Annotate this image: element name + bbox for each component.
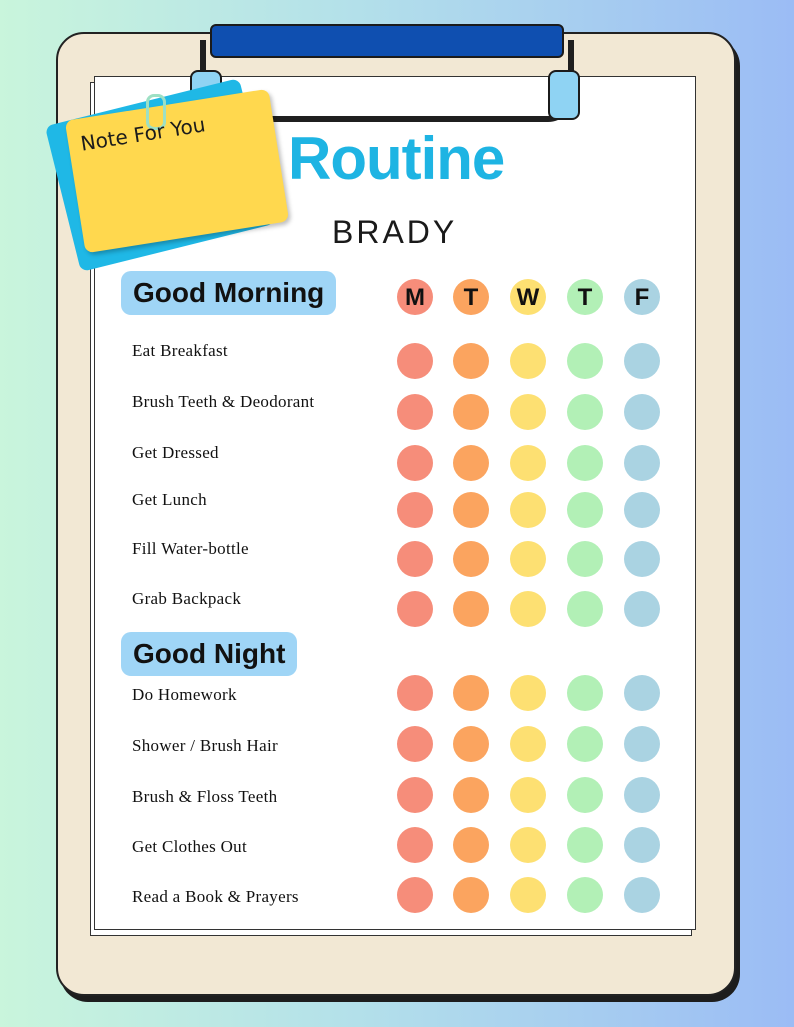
check-circle[interactable] (510, 777, 546, 813)
check-circle[interactable] (397, 777, 433, 813)
task-label: Brush Teeth & Deodorant (132, 392, 315, 411)
check-circle[interactable] (567, 827, 603, 863)
clip-leg-right (548, 70, 580, 120)
task-label: Shower / Brush Hair (132, 736, 278, 755)
check-circle[interactable] (453, 541, 489, 577)
task-label: Do Homework (132, 685, 237, 704)
day-label: W (510, 279, 546, 315)
check-circle[interactable] (397, 492, 433, 528)
check-circle[interactable] (624, 343, 660, 379)
day-label: M (397, 279, 433, 315)
check-circle[interactable] (624, 777, 660, 813)
check-circle[interactable] (397, 541, 433, 577)
check-circle[interactable] (624, 675, 660, 711)
check-circle[interactable] (510, 877, 546, 913)
task-label: Get Lunch (132, 490, 207, 509)
check-circle[interactable] (624, 492, 660, 528)
task-label: Brush & Floss Teeth (132, 787, 278, 806)
check-circle[interactable] (510, 445, 546, 481)
note-text: Note For You (78, 112, 207, 156)
child-name: BRADY (332, 214, 458, 250)
check-circle[interactable] (397, 343, 433, 379)
check-circle[interactable] (567, 541, 603, 577)
check-circle[interactable] (510, 591, 546, 627)
check-circle[interactable] (397, 726, 433, 762)
check-circle[interactable] (510, 827, 546, 863)
page-title: Routine (288, 125, 505, 192)
check-circle[interactable] (624, 726, 660, 762)
check-circle[interactable] (567, 726, 603, 762)
task-label: Eat Breakfast (132, 341, 228, 360)
check-circle[interactable] (624, 827, 660, 863)
check-circle[interactable] (567, 343, 603, 379)
check-circle[interactable] (453, 492, 489, 528)
check-circle[interactable] (453, 777, 489, 813)
check-circle[interactable] (624, 591, 660, 627)
day-label: T (453, 279, 489, 315)
check-circle[interactable] (567, 492, 603, 528)
check-circle[interactable] (453, 591, 489, 627)
check-circle[interactable] (453, 877, 489, 913)
check-circle[interactable] (397, 394, 433, 430)
check-circle[interactable] (453, 827, 489, 863)
day-label: T (567, 279, 603, 315)
check-circle[interactable] (567, 591, 603, 627)
task-label: Fill Water-bottle (132, 539, 249, 558)
check-circle[interactable] (453, 726, 489, 762)
check-circle[interactable] (397, 675, 433, 711)
check-circle[interactable] (510, 675, 546, 711)
task-label: Grab Backpack (132, 589, 242, 608)
check-circle[interactable] (624, 394, 660, 430)
check-circle[interactable] (510, 343, 546, 379)
check-circle[interactable] (510, 726, 546, 762)
check-circle[interactable] (453, 445, 489, 481)
task-label: Get Dressed (132, 443, 219, 462)
check-circle[interactable] (397, 445, 433, 481)
section-heading-night: Good Night (121, 632, 297, 676)
check-circle[interactable] (567, 877, 603, 913)
check-circle[interactable] (567, 675, 603, 711)
task-label: Read a Book & Prayers (132, 887, 299, 906)
check-circle[interactable] (510, 541, 546, 577)
check-circle[interactable] (567, 394, 603, 430)
check-circle[interactable] (453, 343, 489, 379)
check-circle[interactable] (624, 445, 660, 481)
clip-bar (210, 24, 564, 58)
check-circle[interactable] (397, 591, 433, 627)
check-circle[interactable] (624, 541, 660, 577)
check-circle[interactable] (510, 394, 546, 430)
check-circle[interactable] (510, 492, 546, 528)
check-circle[interactable] (453, 675, 489, 711)
check-circle[interactable] (453, 394, 489, 430)
task-label: Get Clothes Out (132, 837, 247, 856)
check-circle[interactable] (397, 877, 433, 913)
check-circle[interactable] (567, 777, 603, 813)
check-circle[interactable] (624, 877, 660, 913)
check-circle[interactable] (397, 827, 433, 863)
section-heading-morning: Good Morning (121, 271, 336, 315)
check-circle[interactable] (567, 445, 603, 481)
day-label: F (624, 279, 660, 315)
